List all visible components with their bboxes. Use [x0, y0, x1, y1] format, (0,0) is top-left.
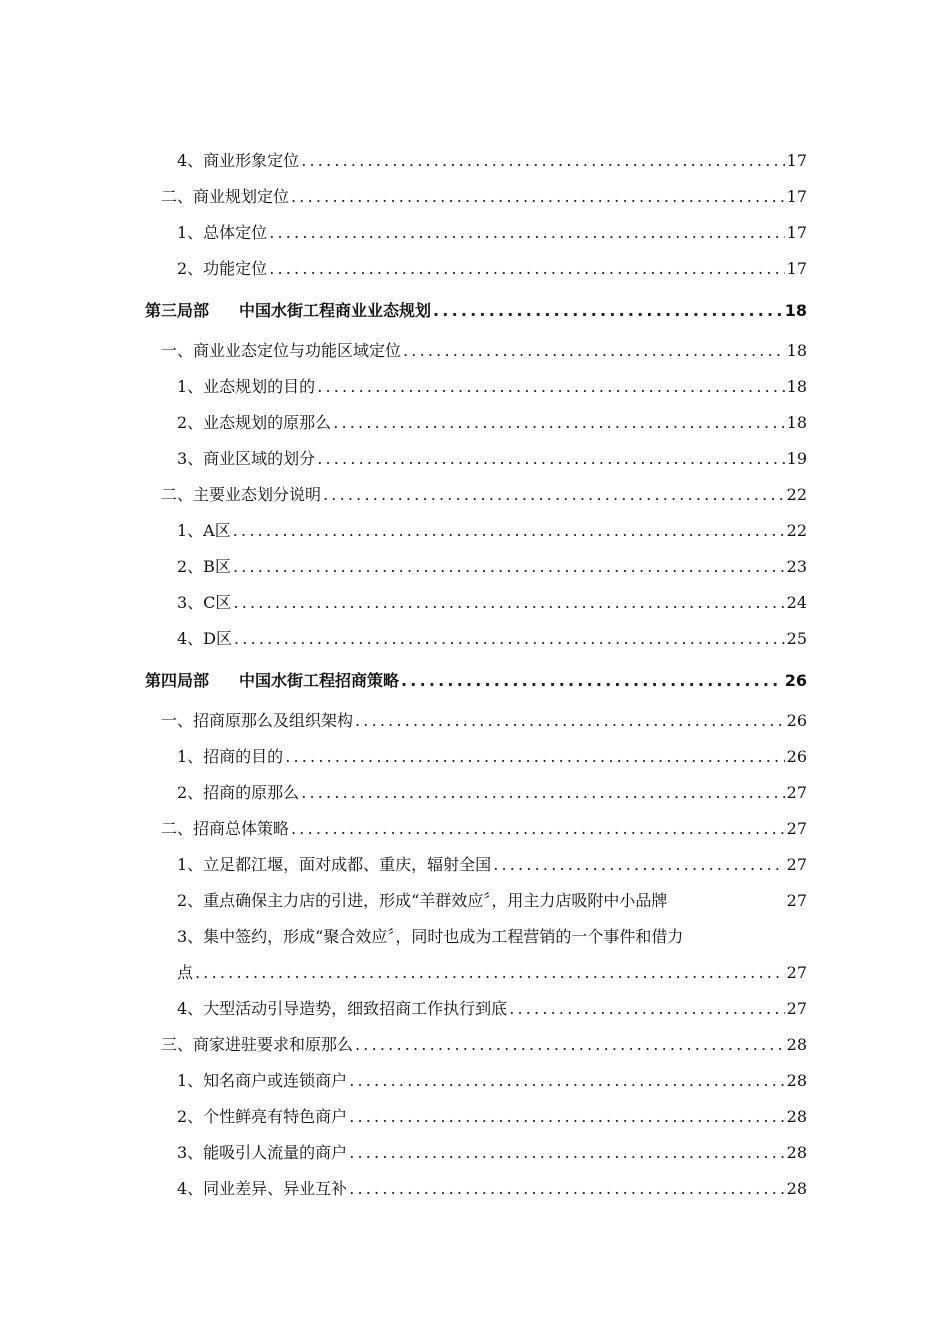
toc-entry[interactable] [145, 1171, 807, 1207]
toc-leader-dots [433, 301, 783, 321]
toc-leader-dots [233, 593, 784, 613]
toc-page-number: 22 [786, 521, 807, 540]
toc-entry[interactable] [145, 333, 807, 369]
toc-entry[interactable] [145, 1063, 807, 1099]
toc-entry-title: 3、商业区域的划分 [177, 449, 316, 468]
toc-entry[interactable] [145, 215, 807, 251]
toc-leader-dots [317, 377, 784, 397]
toc-part-heading[interactable] [145, 657, 807, 703]
toc-entry-title: 二、招商总体策略 [161, 819, 290, 838]
toc-leader-dots [355, 1035, 785, 1055]
toc-page-number: 18 [784, 301, 807, 320]
toc-page-number: 17 [786, 151, 807, 170]
toc-entry-title: 4、大型活动引导造势，细致招商工作执行到底 [177, 999, 508, 1018]
toc-page-number: 27 [786, 855, 807, 874]
toc-part-label: 第三局部 [145, 301, 210, 320]
toc-entry-title [145, 301, 431, 321]
table-of-contents [145, 143, 807, 1207]
toc-page-number: 27 [786, 891, 807, 910]
toc-entry-title: 1、总体定位 [177, 223, 268, 242]
toc-entry[interactable] [145, 703, 807, 739]
toc-page-number: 18 [786, 413, 807, 432]
toc-entry[interactable] [145, 991, 807, 1027]
toc-entry-title: 一、招商原那么及组织架构 [161, 711, 354, 730]
toc-entry[interactable] [145, 955, 807, 991]
toc-entry-title: 1、招商的目的 [177, 747, 284, 766]
toc-entry[interactable] [145, 441, 807, 477]
toc-page-number: 28 [786, 1107, 807, 1126]
toc-leader-dots [355, 711, 785, 731]
toc-entry-title: 1、A区 [177, 521, 231, 540]
toc-leader-dots [291, 187, 785, 207]
toc-leader-dots [233, 557, 785, 577]
toc-entry-title: 3、C区 [177, 593, 232, 612]
toc-entry-title: 4、商业形象定位 [177, 151, 300, 170]
toc-leader-dots [493, 855, 784, 875]
toc-entry-line[interactable]: 3、集中签约，形成“聚合效应〞，同时也成为工程营销的一个事件和借力 [177, 927, 684, 946]
toc-leader-dots [301, 783, 784, 803]
toc-entry[interactable] [145, 1027, 807, 1063]
toc-page-number: 17 [786, 187, 807, 206]
toc-entry[interactable] [145, 251, 807, 287]
toc-entry[interactable] [145, 405, 807, 441]
toc-entry[interactable] [145, 143, 807, 179]
toc-page-number: 27 [786, 783, 807, 802]
toc-page-number: 28 [786, 1179, 807, 1198]
toc-leader-dots [509, 999, 784, 1019]
toc-entry-title [145, 671, 399, 691]
toc-entry[interactable] [145, 1135, 807, 1171]
toc-page-number: 26 [786, 711, 807, 730]
toc-leader-dots [285, 747, 784, 767]
toc-entry[interactable] [145, 621, 807, 657]
toc-page-number: 17 [786, 259, 807, 278]
toc-leader-dots [333, 413, 784, 433]
toc-leader-dots [349, 1143, 784, 1163]
toc-page-number: 27 [786, 963, 807, 982]
toc-page-number: 28 [786, 1071, 807, 1090]
toc-leader-dots [317, 449, 784, 469]
toc-page-number: 27 [786, 999, 807, 1018]
toc-entry[interactable] [145, 739, 807, 775]
toc-entry-title: 1、业态规划的目的 [177, 377, 316, 396]
toc-page-number: 28 [786, 1035, 807, 1054]
toc-entry-title: 1、立足都江堰，面对成都、重庆，辐射全国 [177, 855, 492, 874]
toc-entry-title: 2、招商的原那么 [177, 783, 300, 802]
toc-page-number: 19 [786, 449, 807, 468]
toc-page-number: 26 [786, 747, 807, 766]
toc-page-number: 27 [786, 819, 807, 838]
toc-leader-dots [269, 223, 784, 243]
toc-leader-dots [234, 629, 785, 649]
toc-entry-title: 一、商业业态定位与功能区域定位 [161, 341, 402, 360]
toc-entry[interactable] [145, 549, 807, 585]
toc-leader-dots [291, 819, 785, 839]
toc-entry[interactable] [145, 179, 807, 215]
toc-entry-title: 三、商家进驻要求和原那么 [161, 1035, 354, 1054]
toc-entry[interactable] [145, 883, 807, 919]
toc-entry-title: 二、商业规划定位 [161, 187, 290, 206]
toc-part-label: 第四局部 [145, 671, 210, 690]
toc-entry-title: 2、业态规划的原那么 [177, 413, 332, 432]
toc-part-heading[interactable] [145, 287, 807, 333]
toc-entry-title: 二、主要业态划分说明 [161, 485, 322, 504]
toc-entry[interactable] [145, 513, 807, 549]
toc-entry[interactable] [145, 811, 807, 847]
toc-leader-dots [233, 521, 785, 541]
toc-leader-dots [403, 341, 785, 361]
toc-page-number: 18 [786, 341, 807, 360]
toc-entry[interactable] [145, 585, 807, 621]
toc-leader-dots [269, 259, 784, 279]
toc-part-title: 中国水街工程商业业态规划 [239, 301, 432, 320]
toc-entry-title: 4、同业差异、异业互补 [177, 1179, 348, 1198]
toc-page-number: 25 [786, 629, 807, 648]
toc-leader-dots [195, 963, 785, 983]
toc-part-title: 中国水街工程招商策略 [239, 671, 400, 690]
toc-page-number: 23 [786, 557, 807, 576]
toc-entry[interactable] [145, 1099, 807, 1135]
toc-entry-title: 点 [177, 963, 194, 982]
toc-leader-dots [349, 1179, 784, 1199]
toc-entry-title: 2、个性鲜亮有特色商户 [177, 1107, 348, 1126]
toc-entry-title: 3、能吸引人流量的商户 [177, 1143, 348, 1162]
toc-entry-title: 2、B区 [177, 557, 231, 576]
toc-page-number: 17 [786, 223, 807, 242]
toc-leader-dots [301, 151, 784, 171]
toc-entry[interactable] [145, 369, 807, 405]
toc-entry[interactable] [145, 477, 807, 513]
toc-page-number: 18 [786, 377, 807, 396]
toc-leader-dots [323, 485, 785, 505]
toc-page-number: 24 [786, 593, 807, 612]
toc-page-number: 22 [786, 485, 807, 504]
toc-entry-title: 4、D区 [177, 629, 233, 648]
toc-page-number: 26 [784, 671, 807, 690]
toc-leader-dots [401, 671, 783, 691]
toc-entry-title: 2、功能定位 [177, 259, 268, 278]
toc-entry-title: 2、重点确保主力店的引进，形成“羊群效应〞，用主力店吸附中小品牌 [177, 891, 668, 910]
toc-entry-title: 1、知名商户或连锁商户 [177, 1071, 348, 1090]
toc-leader-dots [349, 1107, 784, 1127]
toc-leader-dots [349, 1071, 784, 1091]
toc-entry[interactable] [145, 775, 807, 811]
toc-page-number: 28 [786, 1143, 807, 1162]
toc-entry[interactable] [145, 847, 807, 883]
